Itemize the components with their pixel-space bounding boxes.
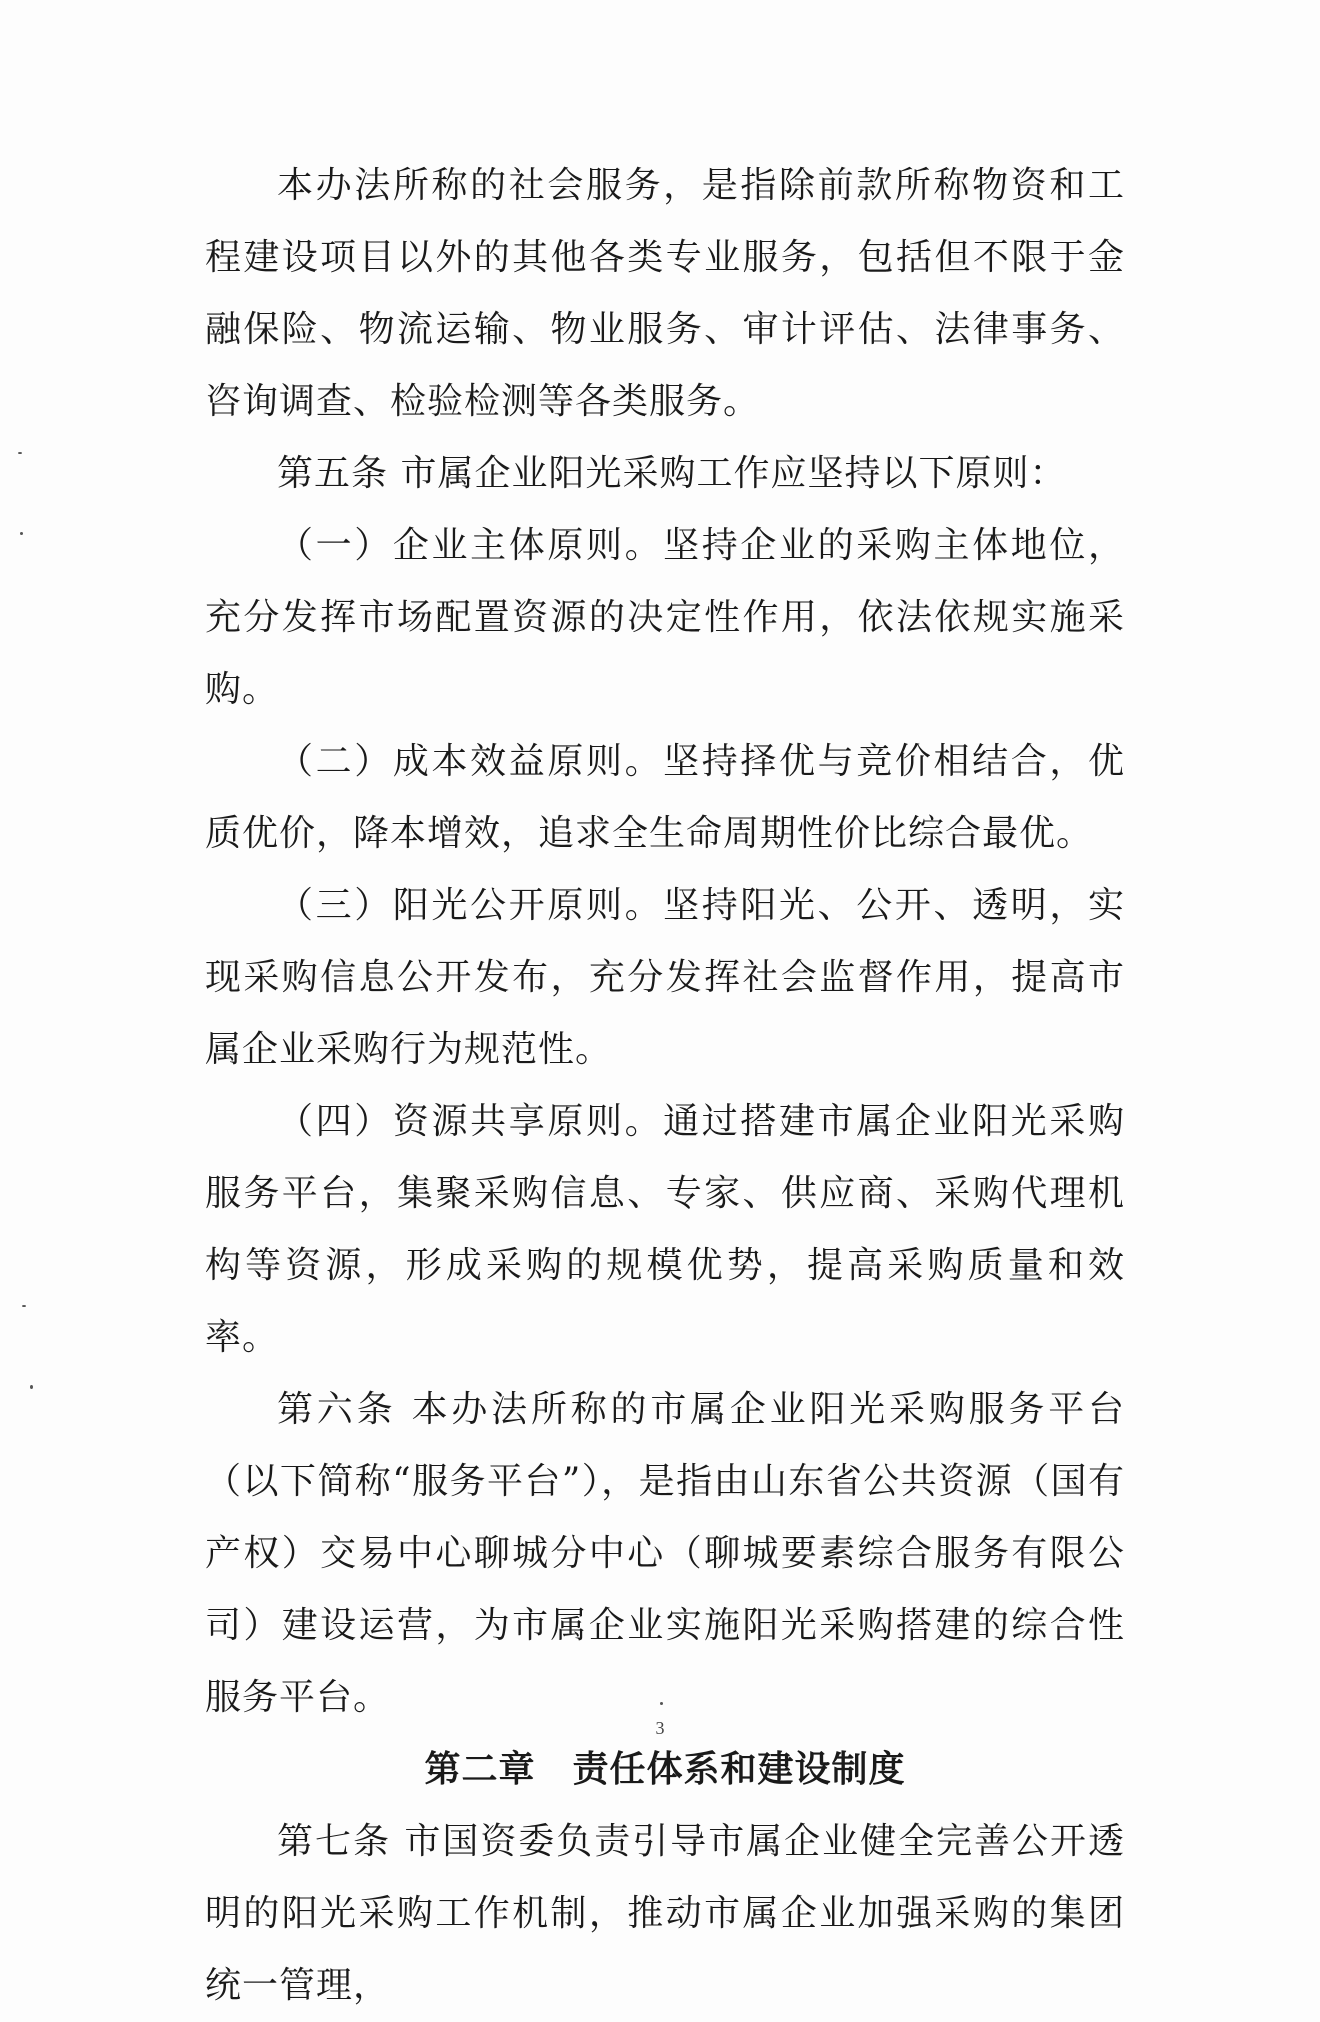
principle-1: （一）企业主体原则。坚持企业的采购主体地位，充分发挥市场配置资源的决定性作用，依法依规实施采购。 — [205, 525, 1125, 710]
article-7: 第七条 市国资委负责引导市属企业健全完善公开透明的阳光采购工作机制，推动市属企业加强采购的集团统一管理， — [205, 1821, 1125, 2006]
scan-speck — [18, 452, 22, 454]
principle-3: （三）阳光公开原则。坚持阳光、公开、透明，实现采购信息公开发布，充分发挥社会监督作用，提高市属企业采购行为规范性。 — [205, 885, 1125, 1070]
scan-speck — [660, 1702, 663, 1705]
scan-speck — [20, 532, 23, 535]
scan-speck — [30, 1385, 33, 1389]
paragraph-social-services: 本办法所称的社会服务，是指除前款所称物资和工程建设项目以外的其他各类专业服务，包括但不限于金融保险、物流运输、物业服务、审计评估、法律事务、咨询调查、检验检测等各类服务。 — [205, 165, 1125, 422]
article-5-heading: 第五条 市属企业阳光采购工作应坚持以下原则： — [277, 453, 1067, 494]
principle-4: （四）资源共享原则。通过搭建市属企业阳光采购服务平台，集聚采购信息、专家、供应商、采购代理机构等资源，形成采购的规模优势，提高采购质量和效率。 — [205, 1101, 1125, 1358]
principle-2: （二）成本效益原则。坚持择优与竞价相结合，优质优价，降本增效，追求全生命周期性价比综合最优。 — [205, 741, 1125, 854]
document-body — [205, 150, 1125, 2022]
article-6: 第六条 本办法所称的市属企业阳光采购服务平台（以下简称“服务平台”），是指由山东省公共资源（国有产权）交易中心聊城分中心（聊城要素综合服务有限公司）建设运营，为市属企业实施阳光采购搭建的综合性服务平台。 — [205, 1389, 1125, 1718]
chapter-heading: 第二章 责任体系和建设制度 — [424, 1749, 906, 1790]
page-number: 3 — [655, 1718, 665, 1738]
scan-speck — [22, 1305, 26, 1307]
